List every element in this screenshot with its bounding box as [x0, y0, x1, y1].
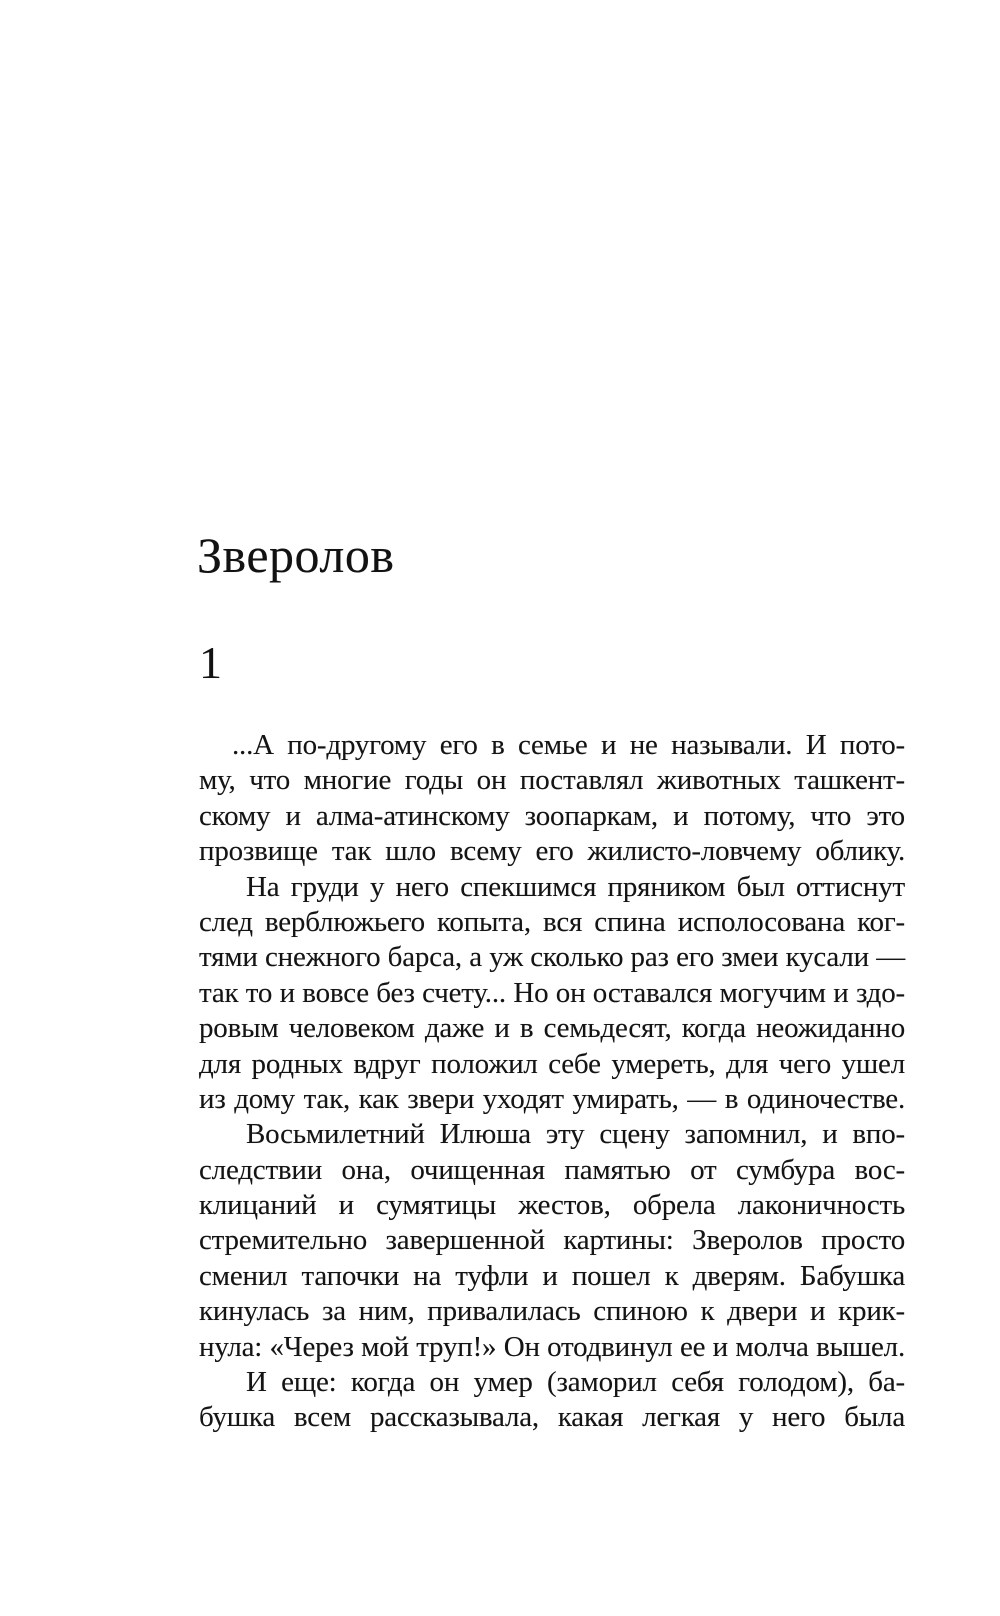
- text-line: след верблюжьего копыта, вся спина исполосована ког-: [199, 905, 905, 938]
- text-line: прозвище так шло всему его жилисто-ловчему облику.: [199, 835, 905, 868]
- text-line: нула: «Через мой труп!» Он отодвинул ее и молча вышел.: [199, 1330, 905, 1363]
- text-line: клицаний и сумятицы жестов, обрела лаконичность: [199, 1189, 905, 1222]
- text-line: Восьмилетний Илюша эту сцену запомнил, и впо-: [246, 1118, 905, 1151]
- text-line: тями снежного барса, а уж сколько раз его змеи кусали —: [199, 941, 905, 974]
- text-line: кинулась за ним, привалилась спиною к двери и крик-: [199, 1295, 905, 1328]
- body-text: [199, 728, 905, 1436]
- text-line: На груди у него спекшимся пряником был оттиснут: [246, 870, 905, 903]
- paragraph: [199, 1117, 905, 1365]
- paragraph: [199, 728, 905, 870]
- paragraph: [199, 1365, 905, 1436]
- text-line: следствии она, очищенная памятью от сумбура вос-: [199, 1153, 905, 1186]
- text-line: му, что многие годы он поставлял животных ташкент-: [199, 764, 905, 797]
- text-line: из дому так, как звери уходят умирать, — в одиночестве.: [199, 1082, 905, 1115]
- text-line: стремительно завершенной картины: Зверолов просто: [199, 1224, 905, 1257]
- text-line: так то и вовсе без счету... Но он оставался могучим и здо-: [199, 976, 905, 1009]
- text-line: И еще: когда он умер (заморил себя голодом), ба-: [246, 1366, 905, 1399]
- paragraph: [199, 870, 905, 1118]
- text-line: скому и алма-атинскому зоопаркам, и потому, что это: [199, 799, 905, 832]
- chapter-number: 1: [199, 637, 222, 688]
- text-line: ровым человеком даже и в семьдесят, когда неожиданно: [199, 1012, 905, 1045]
- text-line: сменил тапочки на туфли и пошел к дверям. Бабушка: [199, 1259, 905, 1292]
- text-line: бушка всем рассказывала, какая легкая у него была: [199, 1401, 905, 1434]
- text-line: ...А по-другому его в семье и не называли. И пото-: [232, 729, 905, 761]
- text-line: для родных вдруг положил себе умереть, для чего ушел: [199, 1047, 905, 1080]
- chapter-title: Зверолов: [197, 527, 395, 583]
